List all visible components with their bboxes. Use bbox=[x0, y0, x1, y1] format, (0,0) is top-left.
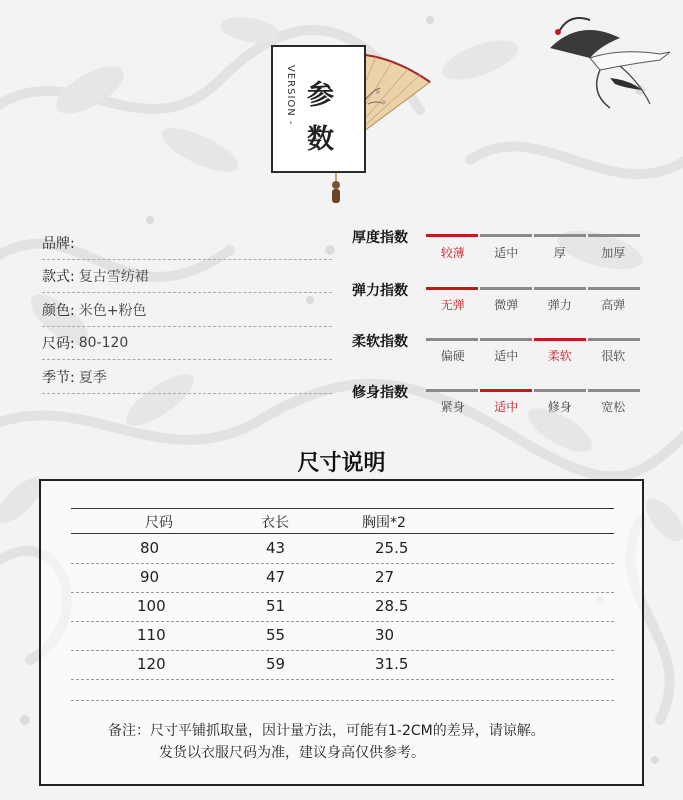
table-cell: 43 bbox=[266, 539, 286, 557]
index-segment bbox=[478, 234, 532, 237]
size-note-line-1: 备注：尺寸平铺抓取量，因计量方法，可能有1-2CM的差异，请谅解。 bbox=[108, 723, 545, 739]
table-cell: 90 bbox=[140, 568, 160, 586]
index-segment bbox=[478, 338, 532, 341]
index-option: 微弹 bbox=[494, 298, 519, 312]
table-cell: 31.5 bbox=[375, 655, 409, 673]
spec-value: 夏季 bbox=[78, 369, 107, 386]
size-note-line-2: 发货以衣服尺码为准，建议身高仅供参考。 bbox=[159, 745, 425, 761]
index-segment bbox=[478, 287, 532, 290]
index-segment bbox=[586, 338, 640, 341]
table-cell: 51 bbox=[266, 597, 286, 615]
table-cell: 27 bbox=[375, 568, 395, 586]
table-header-length: 衣长 bbox=[261, 515, 289, 531]
table-cell: 28.5 bbox=[375, 597, 409, 615]
index-segment bbox=[586, 287, 640, 290]
thickness-index-options bbox=[426, 244, 640, 261]
index-option: 较薄 bbox=[440, 246, 465, 260]
spec-value: 80-120 bbox=[78, 334, 129, 351]
fit-index-options bbox=[426, 398, 640, 415]
index-segment bbox=[426, 234, 478, 237]
fit-index-bar bbox=[426, 389, 640, 392]
spec-value: 米色+粉色 bbox=[78, 302, 147, 319]
index-option: 厚 bbox=[553, 246, 566, 260]
spec-value: 复古雪纺裙 bbox=[78, 268, 149, 285]
index-option: 柔软 bbox=[547, 349, 572, 363]
index-segment bbox=[426, 389, 478, 392]
index-segment bbox=[586, 389, 640, 392]
table-row-divider bbox=[71, 679, 614, 680]
index-option: 加厚 bbox=[601, 246, 626, 260]
index-option: 适中 bbox=[494, 246, 519, 260]
thickness-index-bar bbox=[426, 234, 640, 237]
spec-row-brand bbox=[42, 226, 332, 260]
version-label: VERSION - bbox=[285, 65, 296, 126]
index-option: 紧身 bbox=[440, 400, 465, 414]
table-cell: 25.5 bbox=[375, 539, 409, 557]
softness-index-label: 柔软指数 bbox=[352, 334, 408, 350]
index-segment bbox=[532, 389, 586, 392]
elasticity-index-bar bbox=[426, 287, 640, 290]
size-section-title: 尺寸说明 bbox=[297, 451, 386, 476]
index-option: 很软 bbox=[601, 349, 626, 363]
table-cell: 100 bbox=[137, 597, 166, 615]
table-cell: 120 bbox=[137, 655, 166, 673]
spec-label: 尺码: bbox=[42, 335, 75, 352]
fit-index-label: 修身指数 bbox=[352, 385, 408, 401]
table-row-divider bbox=[71, 563, 614, 564]
table-cell: 47 bbox=[266, 568, 286, 586]
index-option: 高弹 bbox=[601, 298, 626, 312]
index-segment bbox=[426, 287, 478, 290]
table-header-chest: 胸围*2 bbox=[362, 515, 406, 531]
index-option: 偏硬 bbox=[440, 349, 465, 363]
table-cell: 59 bbox=[266, 655, 286, 673]
spec-label: 颜色: bbox=[42, 302, 75, 319]
index-segment bbox=[586, 234, 640, 237]
table-top-rule bbox=[71, 508, 614, 509]
index-option: 适中 bbox=[494, 349, 519, 363]
table-cell: 55 bbox=[266, 626, 286, 644]
table-header-rule bbox=[71, 533, 614, 534]
spec-row-color bbox=[42, 293, 332, 327]
title-char-2: 数 bbox=[307, 124, 334, 155]
title-char-1: 参 bbox=[307, 80, 334, 111]
softness-index-options bbox=[426, 347, 640, 364]
index-segment bbox=[478, 389, 532, 392]
table-cell: 80 bbox=[140, 539, 160, 557]
table-row-divider bbox=[71, 592, 614, 593]
thickness-index-label: 厚度指数 bbox=[352, 230, 408, 246]
table-row-divider bbox=[71, 700, 614, 701]
spec-label: 款式: bbox=[42, 268, 75, 285]
table-cell: 110 bbox=[137, 626, 166, 644]
elasticity-index-label: 弹力指数 bbox=[352, 283, 408, 299]
parameters-title-box bbox=[271, 45, 366, 173]
spec-label: 季节: bbox=[42, 369, 75, 386]
index-option: 无弹 bbox=[440, 298, 465, 312]
index-option: 适中 bbox=[494, 400, 519, 414]
spec-row-season bbox=[42, 360, 332, 394]
table-row-divider bbox=[71, 650, 614, 651]
table-cell: 30 bbox=[375, 626, 395, 644]
index-option: 宽松 bbox=[601, 400, 626, 414]
spec-label: 品牌: bbox=[42, 235, 75, 252]
spec-row-style bbox=[42, 259, 332, 293]
table-row-divider bbox=[71, 621, 614, 622]
index-segment bbox=[532, 234, 586, 237]
index-option: 弹力 bbox=[547, 298, 572, 312]
crane-illustration bbox=[530, 8, 680, 118]
index-option: 修身 bbox=[547, 400, 572, 414]
elasticity-index-options bbox=[426, 296, 640, 313]
spec-row-size bbox=[42, 326, 332, 360]
index-segment bbox=[532, 338, 586, 341]
index-segment bbox=[532, 287, 586, 290]
softness-index-bar bbox=[426, 338, 640, 341]
index-segment bbox=[426, 338, 478, 341]
table-header-size: 尺码 bbox=[145, 515, 173, 531]
